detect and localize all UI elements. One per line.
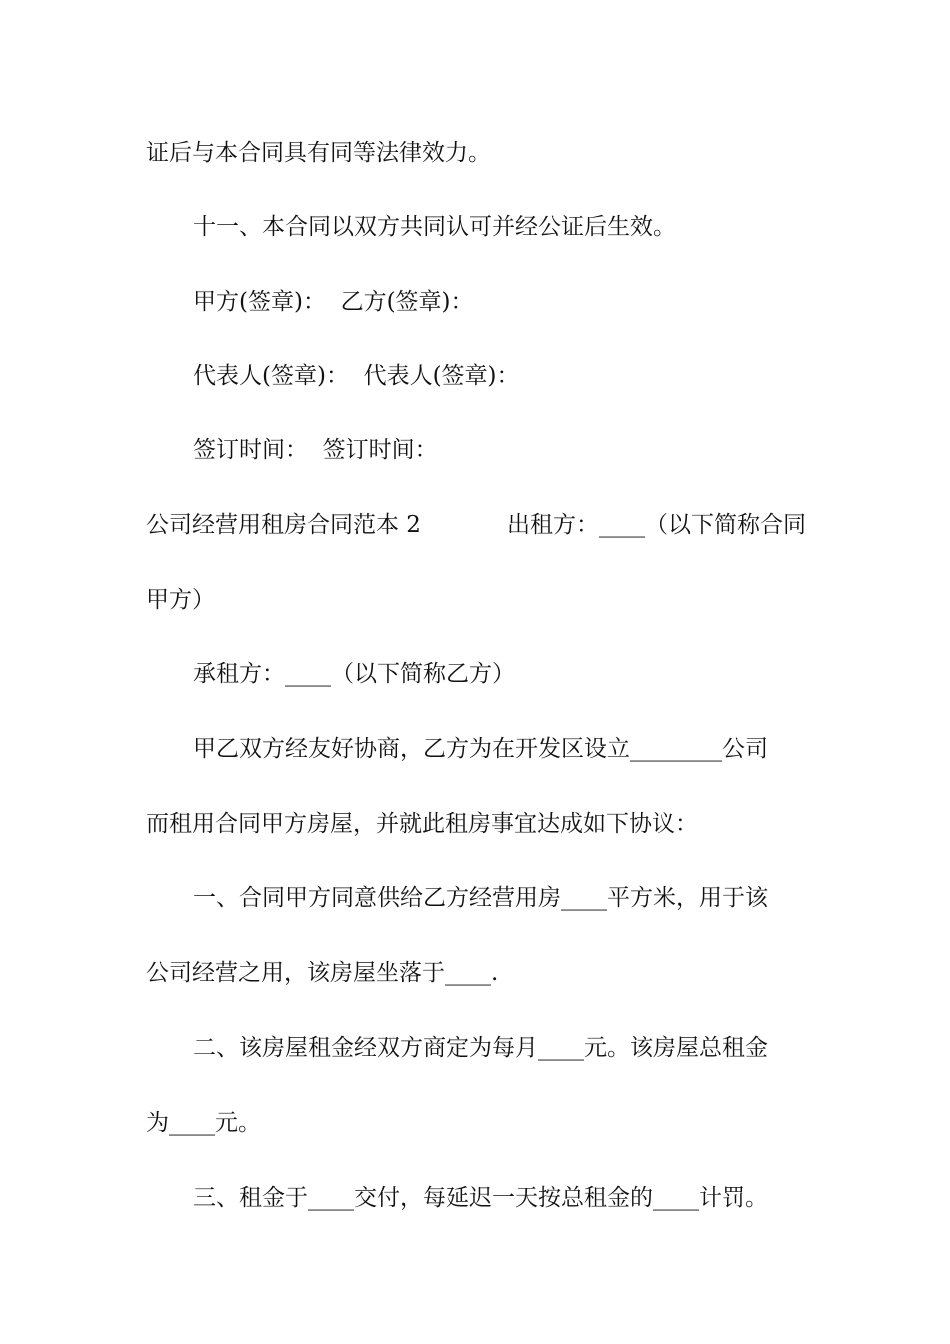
clause-two: 二、该房屋租金经双方商定为每月____元。该房屋总租金 — [193, 1035, 768, 1061]
signing-date-line: 签订时间： 签订时间： — [193, 437, 438, 463]
preamble-line: 甲乙双方经友好协商，乙方为在开发区设立________公司 — [193, 736, 768, 762]
lessee-line: 承租方：____（以下简称乙方） — [193, 661, 515, 687]
paragraph-line: 公司经营之用，该房屋坐落于____. — [146, 960, 499, 986]
signature-party-line: 甲方(签章)： 乙方(签章)： — [193, 289, 474, 315]
clause-eleven: 十一、本合同以双方共同认可并经公证后生效。 — [193, 214, 676, 240]
clause-three: 三、租金于____交付，每延迟一天按总租金的____计罚。 — [193, 1185, 768, 1211]
signature-representative-line: 代表人(签章)： 代表人(签章)： — [193, 363, 520, 389]
lessor-line: 出租方：____（以下简称合同 — [507, 512, 806, 538]
paragraph-line: 证后与本合同具有同等法律效力。 — [146, 140, 491, 166]
contract-heading-row — [146, 505, 806, 545]
paragraph-line: 而租用合同甲方房屋，并就此租房事宜达成如下协议： — [146, 811, 698, 837]
paragraph-line: 甲方） — [146, 587, 215, 613]
clause-one: 一、合同甲方同意供给乙方经营用房____平方米，用于该 — [193, 885, 768, 911]
contract-title: 公司经营用租房合同范本 2 — [146, 512, 421, 538]
paragraph-line: 为____元。 — [146, 1110, 261, 1136]
